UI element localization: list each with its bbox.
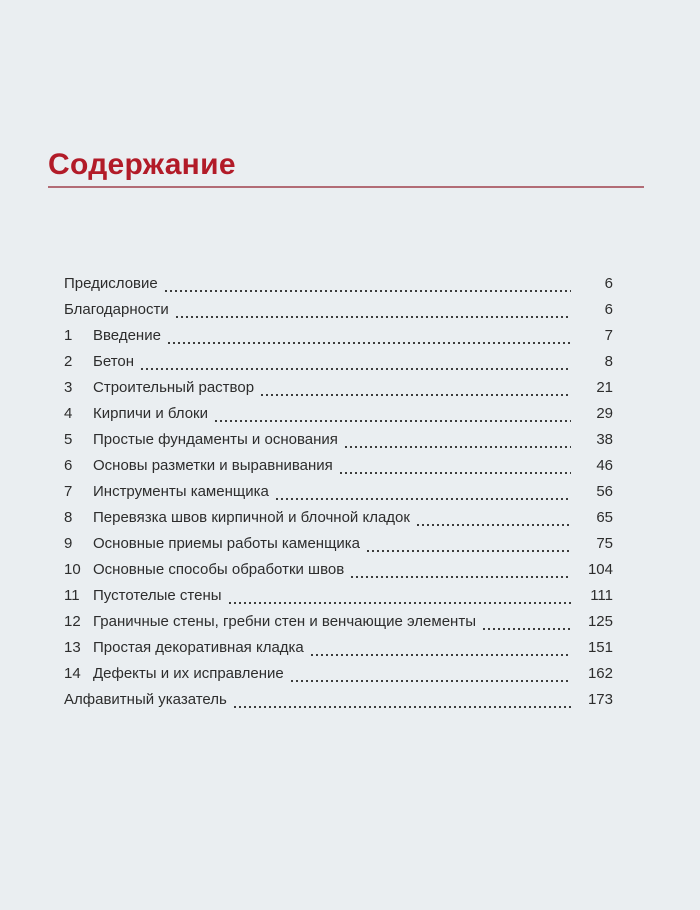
chapter-title: Введение (93, 327, 161, 344)
page-number: 56 (596, 483, 613, 500)
chapter-title: Основные способы обработки швов (93, 561, 345, 578)
page-number: 6 (604, 275, 613, 292)
toc-entry (64, 557, 613, 583)
chapter-number: 4 (64, 405, 73, 422)
toc-entry (64, 635, 613, 661)
toc-entry (64, 505, 613, 531)
chapter-title: Инструменты каменщика (93, 483, 269, 500)
dot-leader (168, 342, 571, 344)
dot-leader (141, 368, 571, 370)
chapter-title: Бетон (93, 353, 135, 370)
chapter-number: 12 (64, 613, 81, 630)
toc-entry (64, 427, 613, 453)
table-of-contents (64, 271, 613, 713)
page-number: 29 (596, 405, 613, 422)
page-number: 46 (596, 457, 613, 474)
chapter-title: Перевязка швов кирпичной и блочной кладок (93, 509, 410, 526)
page-number: 38 (596, 431, 613, 448)
dot-leader (261, 394, 571, 396)
chapter-number: 1 (64, 327, 73, 344)
dot-leader (176, 316, 571, 318)
dot-leader (215, 420, 571, 422)
chapter-number: 5 (64, 431, 73, 448)
page-number: 125 (587, 613, 613, 630)
dot-leader (234, 706, 571, 708)
chapter-number: 11 (64, 587, 80, 604)
page-number: 173 (587, 691, 613, 708)
chapter-title: Алфавитный указатель (64, 691, 227, 708)
chapter-title: Благодарности (64, 301, 169, 318)
toc-entry (64, 687, 613, 713)
page-number: 7 (604, 327, 613, 344)
dot-leader (340, 472, 571, 474)
dot-leader (291, 680, 571, 682)
chapter-title: Пустотелые стены (93, 587, 222, 604)
page-number: 65 (596, 509, 613, 526)
page-number: 21 (596, 379, 613, 396)
chapter-title: Граничные стены, гребни стен и венчающие элементы (93, 613, 476, 630)
toc-entry (64, 661, 613, 687)
dot-leader (345, 446, 571, 448)
toc-entry (64, 609, 613, 635)
title-rule (48, 186, 644, 188)
toc-entry (64, 531, 613, 557)
toc-entry (64, 401, 613, 427)
chapter-title: Основы разметки и выравнивания (93, 457, 333, 474)
chapter-title: Кирпичи и блоки (93, 405, 208, 422)
toc-entry (64, 453, 613, 479)
page-title: Содержание (48, 148, 236, 181)
chapter-number: 3 (64, 379, 73, 396)
page-number: 111 (590, 587, 613, 604)
chapter-title: Дефекты и их исправление (93, 665, 284, 682)
dot-leader (417, 524, 571, 526)
chapter-number: 14 (64, 665, 81, 682)
toc-entry (64, 271, 613, 297)
toc-entry (64, 323, 613, 349)
toc-entry (64, 479, 613, 505)
toc-entry (64, 349, 613, 375)
dot-leader (165, 290, 571, 292)
dot-leader (229, 602, 571, 604)
chapter-number: 7 (64, 483, 73, 500)
toc-entry (64, 375, 613, 401)
page-number: 8 (604, 353, 613, 370)
toc-entry (64, 583, 613, 609)
dot-leader (367, 550, 571, 552)
toc-entry (64, 297, 613, 323)
dot-leader (483, 628, 571, 630)
page-number: 6 (604, 301, 613, 318)
chapter-number: 6 (64, 457, 73, 474)
chapter-title: Простая декоративная кладка (93, 639, 304, 656)
chapter-number: 10 (64, 561, 81, 578)
chapter-number: 13 (64, 639, 81, 656)
page-number: 104 (587, 561, 613, 578)
chapter-number: 2 (64, 353, 73, 370)
chapter-title: Предисловие (64, 275, 158, 292)
page-number: 151 (587, 639, 613, 656)
chapter-title: Простые фундаменты и основания (93, 431, 338, 448)
page-number: 75 (596, 535, 613, 552)
dot-leader (311, 654, 571, 656)
chapter-title: Строительный раствор (93, 379, 255, 396)
chapter-title: Основные приемы работы каменщика (93, 535, 361, 552)
dot-leader (351, 576, 571, 578)
page-content (48, 0, 644, 713)
dot-leader (276, 498, 571, 500)
chapter-number: 8 (64, 509, 73, 526)
page-number: 162 (587, 665, 613, 682)
chapter-number: 9 (64, 535, 73, 552)
